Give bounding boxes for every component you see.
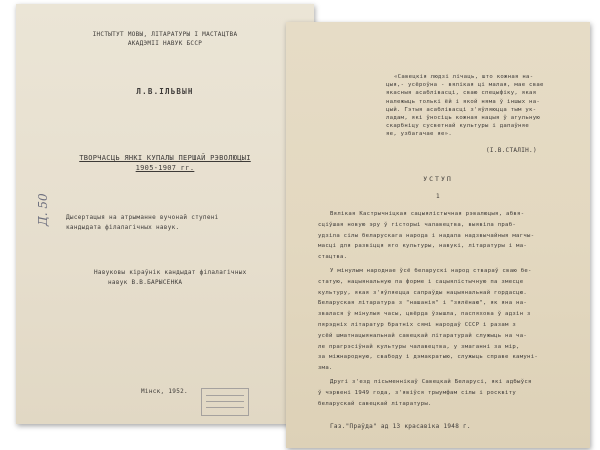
city-year: Мінск, 1952. xyxy=(141,388,188,395)
epigraph-line: скарбніцу сусветнай культуры і дапаўняе xyxy=(386,123,530,130)
archive-stamp xyxy=(201,388,249,416)
institute-line-2: АКАДЭМІІ НАВУК БССР xyxy=(127,40,203,47)
supervisor-line-2: навук В.В.БАРЫСЕНКА xyxy=(108,279,183,286)
body-line: Другі з'езд пісьменнікаў Савецкай Беларусі, які адбыўся xyxy=(330,379,532,385)
body-line: за міжнародную, свабоду і дэмакратыю, служыць справе камуні- xyxy=(318,354,539,361)
epigraph-line: цый. Гэтыя асаблівасці з'яўляюцца тым ук- xyxy=(386,106,537,113)
body-line: сціўшая новую эру ў гісторыі чалавецтва, выявіла праб- xyxy=(318,221,517,228)
body-line: статую, нацыянальную па форме і сацыялістычную па змесце xyxy=(318,278,524,285)
epigraph-line: ладам, які ўносіць кожная нацыя ў агульную xyxy=(386,115,541,121)
body-line: культуру, якая з'яўляецца сапраўды нацыянальнай гордасцю. xyxy=(318,289,528,296)
body-line: Вялікая Кастрычніцкая сацыялістычная рэвалюцыя, абвя- xyxy=(330,211,525,217)
thesis-title-line-1: ТВОРЧАСЦЬ ЯНКІ КУПАЛЫ ПЕРШАЙ РЭВОЛЮЦЫІ xyxy=(79,154,251,162)
epigraph-line: «Савецкія людзі лічаць, што кожная на- xyxy=(394,74,534,80)
epigraph-line: яе, узбагачае яе». xyxy=(386,131,453,138)
body-line: масці для развіцця яго культуры, навукі, літаратуры і ма- xyxy=(318,243,528,250)
body-line: ў чэрвені 1949 года, з'явіўся трыумфам сілы і росквіту xyxy=(318,389,517,396)
body-line: У мінулым народнае ўсё беларускі народ ствараў сваю бе- xyxy=(330,268,532,274)
institute-line-1: ІНСТЫТУТ МОВЫ, ЛІТАРАТУРЫ І МАСТАЦТВА xyxy=(92,31,238,38)
intro-heading: УСТУП xyxy=(423,175,453,183)
author-name: Л.В.ІЛЬВЫН xyxy=(136,87,194,96)
introduction-page xyxy=(286,22,590,448)
body-line: зма. xyxy=(318,365,333,372)
supervisor-line-1: Навуковы кіраўнік кандыдат філалагічных xyxy=(94,269,247,276)
pencil-mark: Д. 50 xyxy=(36,193,50,226)
body-line: звалася ў мінулыя часы, цвёрда ўзышла, паспяхова ў адзін з xyxy=(318,311,531,318)
body-line: удзіла сілы беларускага народа і надала надзвычайныя магчы- xyxy=(318,232,535,239)
epigraph-line: якасныя асаблівасці, сваю спецыфіку, якая xyxy=(386,90,537,97)
epigraph-line: належыць толькі ёй і якой няма ў іншых на- xyxy=(386,98,541,105)
dissertation-line-1: Дысертацыя на атрыманне вучонай ступені xyxy=(66,214,219,221)
footnote: Газ."Праўда" ад 13 красавіка 1948 г. xyxy=(330,423,471,430)
epigraph-line: цыя,- усёроўна - вялікая ці малая, мае свае xyxy=(386,82,544,89)
epigraph-source: (І.В.СТАЛІН.) xyxy=(486,147,537,154)
section-number: 1 xyxy=(436,193,440,200)
body-line: стацтва. xyxy=(318,254,348,261)
thesis-title-line-2: 1905-1907 гг. xyxy=(135,164,195,172)
body-line: беларускай савецкай літаратуры. xyxy=(318,400,432,407)
body-line: Беларуская літаратура з "нашанія" і "зялёнаю", як яна на- xyxy=(318,300,528,307)
dissertation-line-2: кандыдата філалагічных навук. xyxy=(66,224,180,231)
body-line: усёй шматнацыянальнай савецкай літаратурай служыць на ча- xyxy=(318,332,528,339)
body-line: ле прагрэсіўнай культуры чалавецтва, у змаганні за мір, xyxy=(318,343,520,350)
title-page xyxy=(16,4,314,424)
body-line: пярэдніх літаратур братніх сямі народаў СССР і разам з xyxy=(318,322,517,328)
